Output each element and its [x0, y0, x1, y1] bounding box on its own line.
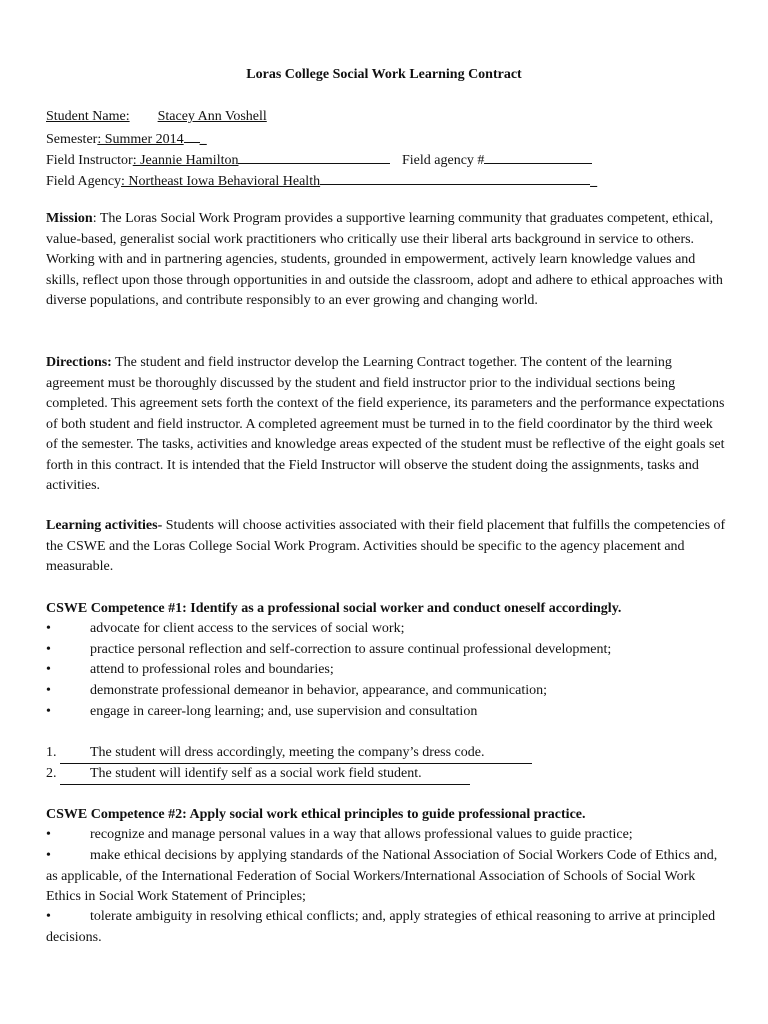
field-instructor-label: Field Instructor: [46, 153, 133, 168]
field-agency-tail: _: [590, 174, 598, 189]
learning-activities-paragraph: [46, 516, 726, 578]
bullet-text: tolerate ambiguity in resolving ethical conflicts; and, apply strategies of ethical reasoning to arrive at principled decisions.: [46, 909, 716, 945]
field-instructor-blank: [238, 148, 390, 164]
item-number: 2.: [46, 766, 57, 781]
field-agency-value: : Northeast Iowa Behavioral Health: [121, 174, 321, 189]
semester-label: Semester: [46, 132, 98, 147]
field-agency-number-label: Field agency #: [401, 153, 485, 168]
bullet-text: engage in career-long learning; and, use supervision and consultation: [90, 704, 478, 719]
field-agency-line: [46, 169, 597, 192]
item-text: The student will dress accordingly, meeting the company’s dress code.: [60, 743, 532, 764]
list-item: [46, 846, 726, 908]
mission-label: Mission: [46, 211, 93, 226]
learning-activities-label: Learning activities-: [46, 518, 163, 533]
bullet-text: demonstrate professional demeanor in behavior, appearance, and communication;: [90, 683, 547, 698]
item-text: The student will identify self as a social work field student.: [60, 764, 470, 785]
directions-text: The student and field instructor develop the Learning Contract together. The content of the learning agreement must be thoroughly discussed by the student and field instructor prior to the individual sections being completed. This agreement sets forth the context of the field experience, its parameters and the performance expectations of both student and field instructor. A completed agreement must be turned in to the field coordinator by the third week of the semester. The tasks, activities and knowledge areas expected of the student must be reflective of the eight goals set forth in this contract. It is intended that the Field Instructor will observe the student doing the assignments, tasks and activities.: [46, 355, 725, 493]
item-number: 1.: [46, 745, 57, 760]
list-item: [46, 907, 726, 948]
semester-value: : Summer 2014: [97, 132, 184, 147]
field-instructor-line: [46, 148, 592, 171]
student-activity-2: [46, 764, 470, 785]
bullet-text: make ethical decisions by applying standards of the National Association of Social Workers Code of Ethics and, as applicable, of the International Federation of Social Workers/International Association of Schools of Social Work Ethics in Social Work Statement of Principles;: [46, 848, 718, 904]
bullet-icon: •: [46, 909, 51, 924]
student-name-value: Stacey Ann Voshell: [157, 109, 267, 124]
bullet-icon: •: [46, 642, 51, 657]
bullet-text: recognize and manage personal values in a way that allows professional values to guide practice;: [90, 827, 633, 842]
learning-activities-text: Students will choose activities associated with their field placement that fulfills the competencies of the CSWE and the Loras College Social Work Program. Activities should be specific to the agency placement and measurable.: [46, 518, 726, 574]
directions-label: Directions:: [46, 355, 112, 370]
field-instructor-value: : Jeannie Hamilton: [132, 153, 239, 168]
semester-line: [46, 127, 207, 150]
student-name-label: Student Name:: [46, 109, 130, 124]
competence-2-heading: CSWE Competence #2: Apply social work ethical principles to guide professional practice.: [46, 807, 586, 822]
bullet-icon: •: [46, 704, 51, 719]
student-activity-1: [46, 743, 532, 764]
field-agency-label: Field Agency: [46, 174, 122, 189]
bullet-icon: •: [46, 621, 51, 636]
bullet-icon: •: [46, 683, 51, 698]
directions-paragraph: [46, 353, 726, 497]
page-title: Loras College Social Work Learning Contract: [246, 67, 522, 82]
bullet-text: advocate for client access to the services of social work;: [90, 621, 405, 636]
bullet-text: attend to professional roles and boundaries;: [90, 662, 334, 677]
bullet-icon: •: [46, 848, 51, 863]
bullet-icon: •: [46, 662, 51, 677]
field-agency-blank: [320, 169, 590, 185]
mission-text: : The Loras Social Work Program provides a supportive learning community that graduates competent, ethical, value-based, generalist social work practitioners who critically use their liberal arts background in service to others. Working with and in partnering agencies, students, grounded in empowerment, actively learn knowledge values and skills, reflect upon those through opportunities in and outside the classroom, adopt and adhere to ethical approaches with diverse populations, and contribute responsibly to an ever growing and changing world.: [46, 211, 723, 308]
field-agency-number-blank: [484, 148, 592, 164]
mission-paragraph: [46, 209, 726, 312]
student-name-line: [46, 107, 267, 127]
bullet-text: practice personal reflection and self-correction to assure continual professional development;: [90, 642, 612, 657]
bullet-icon: •: [46, 827, 51, 842]
semester-tail: _: [199, 132, 207, 147]
semester-blank: [184, 127, 200, 143]
competence-1-heading: CSWE Competence #1: Identify as a professional social worker and conduct oneself accordingly.: [46, 601, 622, 616]
